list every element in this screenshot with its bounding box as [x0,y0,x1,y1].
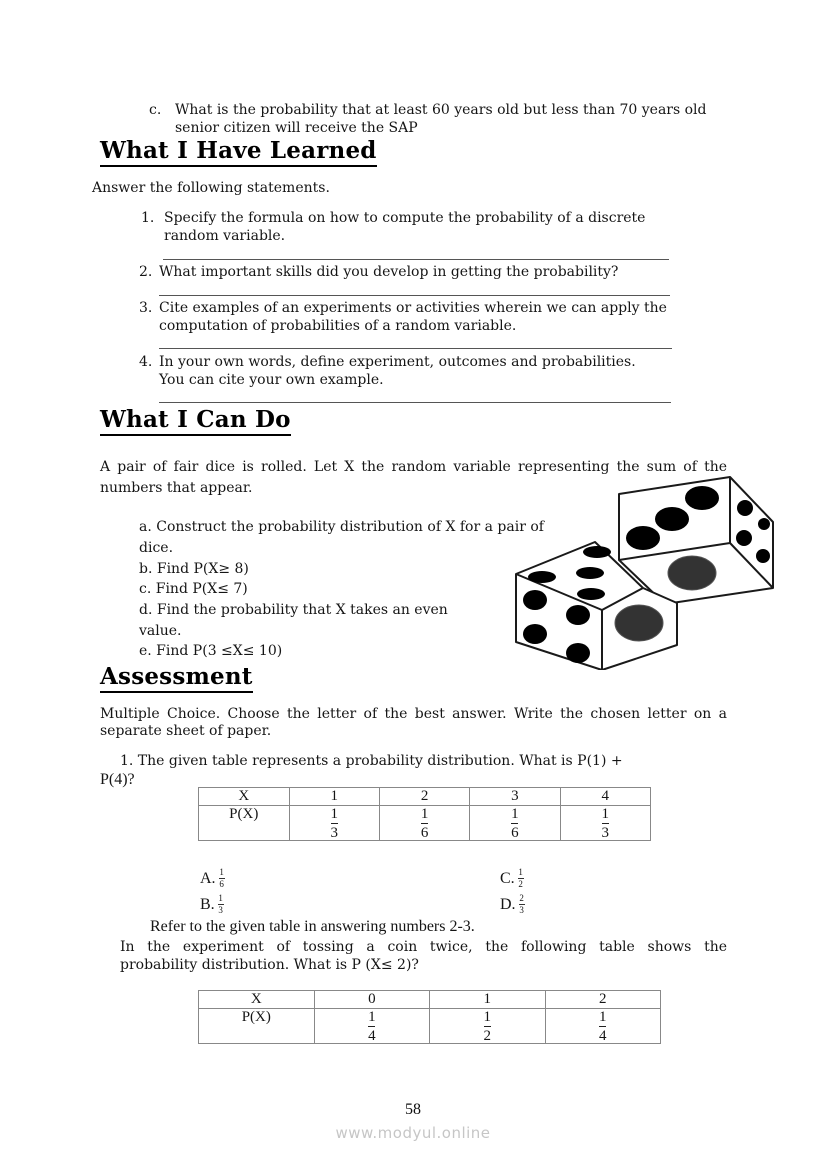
heading-assessment: Assessment [100,663,253,693]
learned-item-1-num: 1. [141,210,155,226]
can-do-intro-line1: A pair of fair dice is rolled. Let X the random variable representing the sum of the [100,459,727,475]
q1-table-cell: $\frac{1}{6}$ [379,806,469,841]
learned-item-3-line2: computation of probabilities of a random variable. [159,318,517,334]
task-c: c. Find P(X≤ 7) [139,581,248,597]
q1-table-header-x: X [199,788,290,806]
answer-blank-4[interactable] [159,402,671,403]
q2-table-cell: $\frac{1}{4}$ [545,1009,660,1044]
q1-table-header-2: 2 [379,788,469,806]
option-b[interactable]: B. 1 3 [200,893,223,915]
dice-illustration [505,470,780,670]
learned-item-4-num: 4. [139,354,153,370]
task-a-cont: dice. [139,540,174,556]
question-2-line2: probability distribution. What is P (X≤ 2)? [120,957,419,973]
heading-what-i-can-do: What I Can Do [100,406,291,436]
prev-item-line2: senior citizen will receive the SAP [175,120,418,136]
prev-item-label: c. [149,102,162,118]
option-c[interactable]: C. 1 2 [500,867,523,889]
can-do-intro-line2: numbers that appear. [100,480,253,496]
answer-blank-1[interactable] [163,259,669,260]
learned-item-4-line2: You can cite your own example. [159,372,384,388]
learned-item-3-line1: Cite examples of an experiments or activities wherein we can apply the [159,300,667,316]
refer-note: Refer to the given table in answering numbers 2-3. [150,918,475,935]
prev-item-line1: What is the probability that at least 60 years old but less than 70 years old [175,102,707,118]
learned-item-4-line1: In your own words, define experiment, outcomes and probabilities. [159,354,636,370]
q1-table-cell: $\frac{1}{3}$ [289,806,379,841]
learned-item-2-num: 2. [139,264,153,280]
question-2-line1: In the experiment of tossing a coin twice, the following table shows the [120,939,727,955]
q1-table-header-3: 3 [470,788,560,806]
heading-what-i-have-learned: What I Have Learned [100,137,377,167]
q2-table-row-label: P(X) [199,1009,315,1044]
q2-probability-table [198,990,661,1044]
task-a: a. Construct the probability distribution of X for a pair of [139,519,544,535]
q2-table-cell: $\frac{1}{2}$ [430,1009,545,1044]
q2-table-header-1: 1 [430,991,545,1009]
question-1-line1: 1. The given table represents a probability distribution. What is P(1) + [120,753,623,769]
task-e: e. Find P(3 ≤X≤ 10) [139,643,283,659]
option-a[interactable]: A. 1 6 [200,867,224,889]
q1-table-header-1: 1 [289,788,379,806]
assessment-instruction-line1: Multiple Choice. Choose the letter of the best answer. Write the chosen letter on a [100,706,727,722]
watermark-link[interactable]: www.modyul.online [335,1124,491,1142]
learned-item-2-line1: What important skills did you develop in getting the probability? [159,264,619,280]
answer-blank-3[interactable] [159,348,672,349]
answer-blank-2[interactable] [159,295,670,296]
task-b: b. Find P(X≥ 8) [139,561,249,577]
page-number: 58 [405,1101,421,1118]
q2-table-cell: $\frac{1}{4}$ [314,1009,429,1044]
q1-table-cell: $\frac{1}{3}$ [560,806,650,841]
q2-table-header-x: X [199,991,315,1009]
q1-table-header-4: 4 [560,788,650,806]
task-d-cont: value. [139,623,182,639]
learned-item-3-num: 3. [139,300,153,316]
q1-table-row-label: P(X) [199,806,290,841]
right-die-icon [619,477,773,604]
assessment-instruction-line2: separate sheet of paper. [100,723,272,739]
q2-table-header-2: 2 [545,991,660,1009]
option-d[interactable]: D. 2 3 [500,893,524,915]
q1-probability-table [198,787,651,841]
question-1-line2: P(4)? [100,771,135,788]
task-d: d. Find the probability that X takes an even [139,602,448,618]
q2-table-header-0: 0 [314,991,429,1009]
q1-table-cell: $\frac{1}{6}$ [470,806,560,841]
learned-item-1-line2: random variable. [164,228,286,244]
learned-item-1-line1: Specify the formula on how to compute the probability of a discrete [164,210,646,226]
learned-instruction: Answer the following statements. [92,180,330,196]
